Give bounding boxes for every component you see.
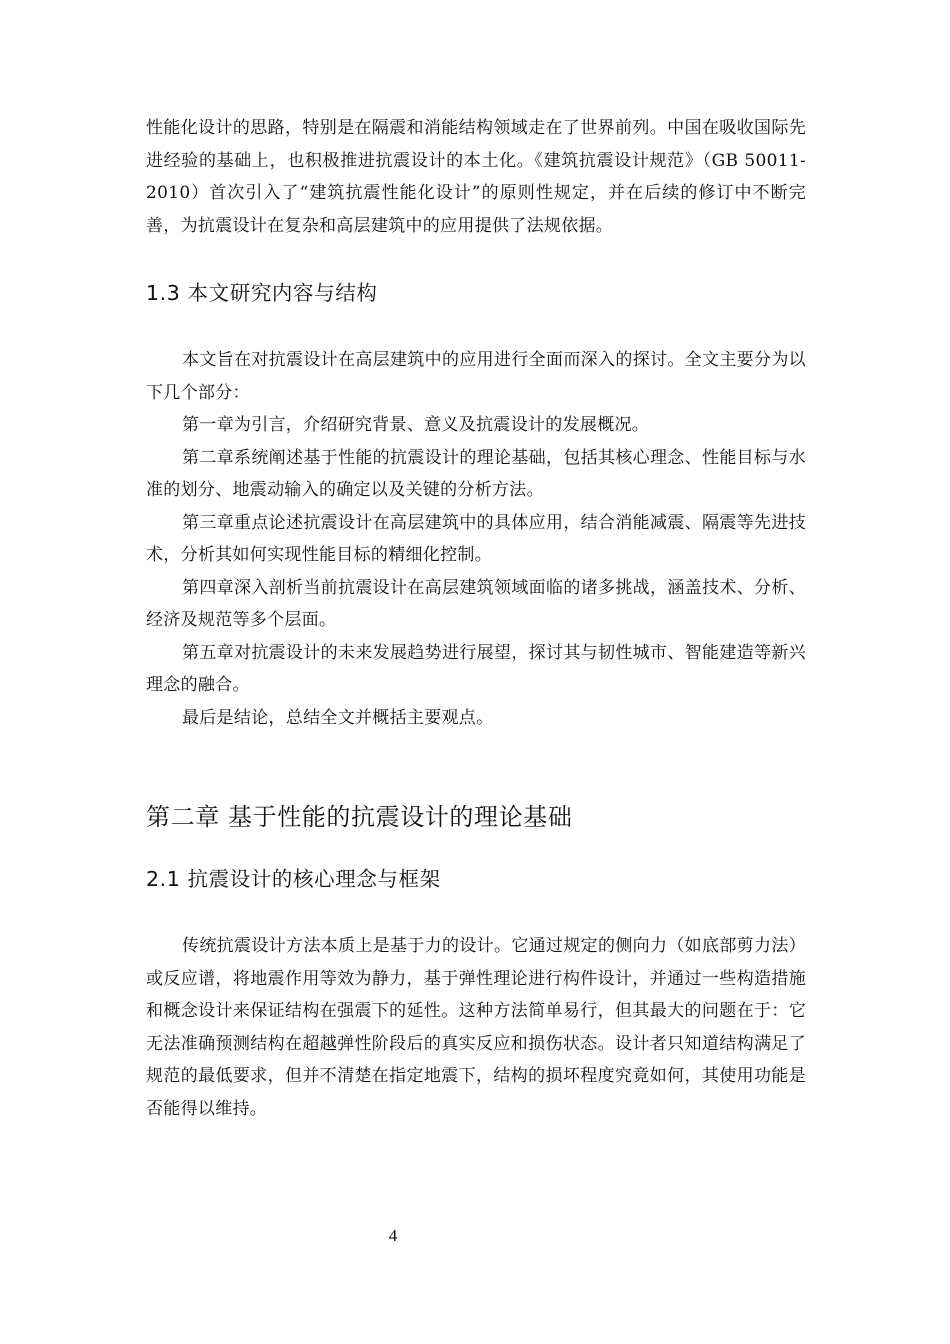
- section-heading-2-1: 2.1 抗震设计的核心理念与框架: [146, 867, 441, 891]
- chapter-heading-2: 第二章 基于性能的抗震设计的理论基础: [146, 803, 573, 831]
- paragraph-intro: 本文旨在对抗震设计在高层建筑中的应用进行全面而深入的探讨。全文主要分为以下几个部分：: [146, 350, 806, 403]
- page-number: 4: [388, 1226, 398, 1245]
- paragraph-conclusion: 最后是结论，总结全文并概括主要观点。: [182, 707, 494, 728]
- paragraph-chapter-4: 第四章深入剖析当前抗震设计在高层建筑领域面临的诸多挑战，涵盖技术、分析、经济及规范等多个层面。: [146, 577, 806, 630]
- paragraph-chapter-1: 第一章为引言，介绍研究背景、意义及抗震设计的发展概况。: [182, 415, 650, 435]
- paragraph-chapter-3: 第三章重点论述抗震设计在高层建筑中的具体应用，结合消能减震、隔震等先进技术，分析其如何实现性能目标的精细化控制。: [146, 512, 806, 565]
- paragraph-continuation: 性能化设计的思路，特别是在隔震和消能结构领域走在了世界前列。中国在吸收国际先进经验的基础上，也积极推进抗震设计的本土化。《建筑抗震设计规范》（GB 50011-2010）首次引入了“建筑抗震性能化设计”的原则性规定，并在后续的修订中不断完善，为抗震设计在复杂和高层建筑中的应用提供了法规依据。: [146, 118, 806, 236]
- paragraph-section-2-1: 传统抗震设计方法本质上是基于力的设计。它通过规定的侧向力（如底部剪力法）或反应谱，将地震作用等效为静力，基于弹性理论进行构件设计，并通过一些构造措施和概念设计来保证结构在强震下的延性。这种方法简单易行，但其最大的问题在于：它无法准确预测结构在超越弹性阶段后的真实反应和损伤状态。设计者只知道结构满足了规范的最低要求，但并不清楚在指定地震下，结构的损坏程度究竟如何，其使用功能是否能得以维持。: [146, 936, 806, 1119]
- page-content: [146, 112, 806, 1125]
- paragraph-chapter-5: 第五章对抗震设计的未来发展趋势进行展望，探讨其与韧性城市、智能建造等新兴理念的融合。: [146, 642, 806, 695]
- paragraph-chapter-2: 第二章系统阐述基于性能的抗震设计的理论基础，包括其核心理念、性能目标与水准的划分、地震动输入的确定以及关键的分析方法。: [146, 447, 806, 500]
- section-heading-1-3: 1.3 本文研究内容与结构: [146, 281, 378, 305]
- section-1-3-body: [146, 344, 806, 734]
